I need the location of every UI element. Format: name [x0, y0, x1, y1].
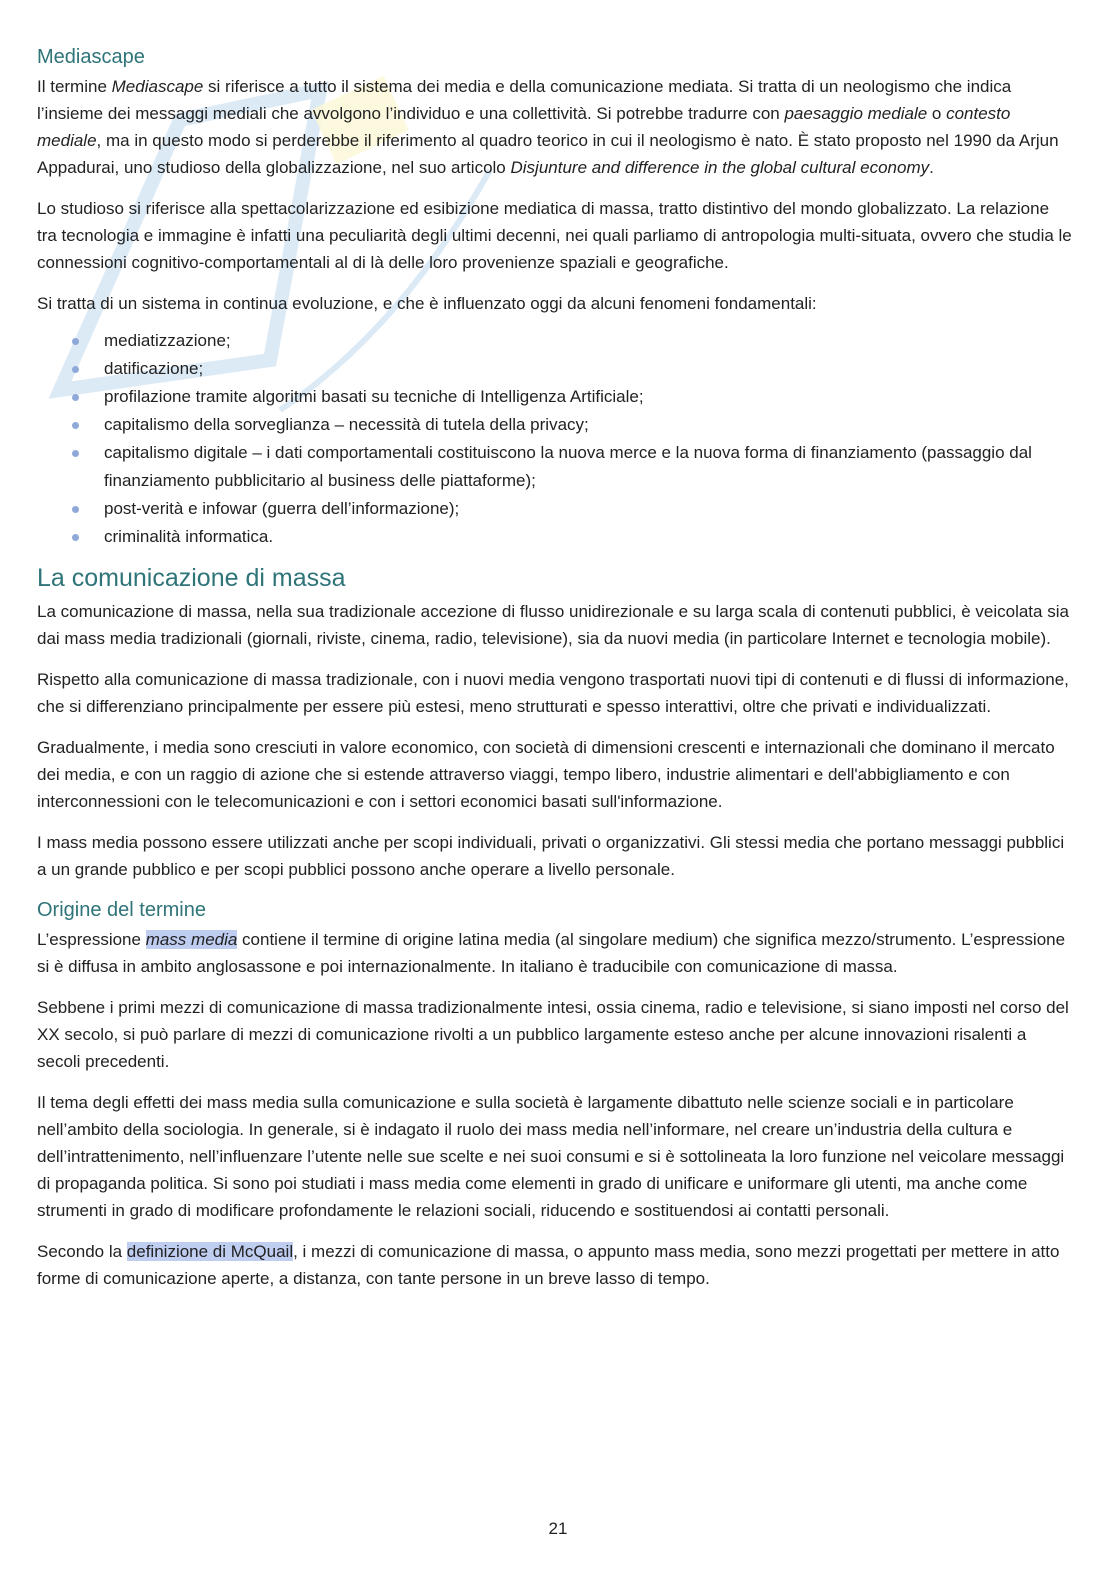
paragraph-massa-4: I mass media possono essere utilizzati anche per scopi individuali, privati o organizzativi. Gli stessi media che portano messaggi pubblici a un grande pubblico e per scopi pubblici possono anche operare a livello personale. [37, 833, 1065, 879]
paragraph-mediascape-3: Si tratta di un sistema in continua evoluzione, e che è influenzato oggi da alcuni fenomeni fondamentali: [37, 294, 817, 313]
highlighted-term-mcquail[interactable]: definizione di McQuail [126, 1242, 294, 1261]
paragraph-origine-4: Secondo la definizione di McQuail, i mezzi di comunicazione di massa, o appunto mass media, sono mezzi progettati per mettere in atto forme di comunicazione aperte, a distanza, con tante persone in un breve lasso di tempo. [37, 1242, 1060, 1288]
bullet-dot-icon [72, 338, 79, 345]
paragraph-mediascape-2: Lo studioso si riferisce alla spettacolarizzazione ed esibizione mediatica di massa, tratto distintivo del mondo globalizzato. La relazione tra tecnologia e immagine è infatti una peculiarità degli ultimi decenni, nei quali parliamo di antropologia multi-situata, ovvero che studia le connessioni cognitivo-comportamentali al di là delle loro provenienze spaziali e geografiche. [37, 199, 1072, 272]
bullet-dot-icon [72, 394, 79, 401]
bullet-dot-icon [72, 422, 79, 429]
section-heading-comunicazione-di-massa: La comunicazione di massa [37, 564, 346, 592]
list-item: mediatizzazione; [37, 327, 1073, 355]
paragraph-origine-2: Sebbene i primi mezzi di comunicazione di massa tradizionalmente intesi, ossia cinema, radio e televisione, si siano imposti nel corso del XX secolo, si può parlare di mezzi di comunicazione rivolti a un pubblico largamente esteso anche per alcune innovazioni risalenti a secoli precedenti. [37, 998, 1069, 1071]
paragraph-origine-3: Il tema degli effetti dei mass media sulla comunicazione e sulla società è largamente dibattuto nelle scienze sociali e in particolare nell’ambito della sociologia. In generale, si è indagato il ruolo dei mass media nell’informare, nel creare un’industria della cultura e dell’intrattenimento, nell’influenzare l’utente nelle sue scelte e nei suoi consumi e si è sottolineata la loro funzione nel veicolare messaggi di propaganda politica. Si sono poi studiati i mass media come elementi in grado di unificare e uniformare gli utenti, ma anche come strumenti in grado di modificare profondamente le relazioni sociali, riducendo e sostituendosi ai contatti personali. [37, 1093, 1065, 1220]
list-item: criminalità informatica. [37, 523, 1073, 551]
bullet-dot-icon [72, 506, 79, 513]
list-item: capitalismo della sorveglianza – necessità di tutela della privacy; [37, 411, 1073, 439]
section-heading-mediascape: Mediascape [37, 46, 145, 68]
paragraph-massa-1: La comunicazione di massa, nella sua tradizionale accezione di flusso unidirezionale e su larga scala di contenuti pubblici, è veicolata sia dai mass media tradizionali (giornali, riviste, cinema, radio, televisione), sia da nuovi media (in particolare Internet e tecnologia mobile). [37, 602, 1069, 648]
bullet-list-phenomena [37, 327, 1073, 551]
bullet-dot-icon [72, 534, 79, 541]
document-page [37, 44, 1073, 1306]
paragraph-massa-2: Rispetto alla comunicazione di massa tradizionale, con i nuovi media vengono trasportati nuovi tipi di contenuti e di flussi di informazione, che si differenziano principalmente per essere più estesi, meno strutturati e spesso interattivi, oltre che privati e individualizzati. [37, 670, 1069, 716]
highlighted-term-mass-media[interactable]: mass media [145, 930, 238, 949]
list-item: capitalismo digitale – i dati comportamentali costituiscono la nuova merce e la nuova forma di finanziamento (passaggio dal finanziamento pubblicitario al business delle piattaforme); [37, 439, 1073, 495]
paragraph-origine-1: L’espressione mass media contiene il termine di origine latina media (al singolare medium) che significa mezzo/strumento. L’espressione si è diffusa in ambito anglosassone e poi internazionalmente. In italiano è traducibile con comunicazione di massa. [37, 930, 1066, 976]
section-heading-origine-del-termine: Origine del termine [37, 899, 206, 921]
list-item: profilazione tramite algoritmi basati su tecniche di Intelligenza Artificiale; [37, 383, 1073, 411]
bullet-dot-icon [72, 450, 79, 457]
paragraph-massa-3: Gradualmente, i media sono cresciuti in valore economico, con società di dimensioni crescenti e internazionali che dominano il mercato dei media, e con un raggio di azione che si estende attraverso viaggi, tempo libero, industrie alimentari e dell'abbigliamento e con interconnessioni con le telecomunicazioni e con i settori economici basati sull'informazione. [37, 738, 1055, 811]
page-number: 21 [548, 1519, 568, 1538]
paragraph-mediascape-1: Il termine Mediascape si riferisce a tutto il sistema dei media e della comunicazione mediata. Si tratta di un neologismo che indica l’insieme dei messaggi mediali che avvolgono l’individuo e una collettività. Si potrebbe tradurre con paesaggio mediale o contesto mediale, ma in questo modo si perderebbe il riferimento al quadro teorico in cui il neologismo è nato. È stato proposto nel 1990 da Arjun Appadurai, uno studioso della globalizzazione, nel suo articolo Disjunture and difference in the global cultural economy. [37, 77, 1059, 177]
bullet-dot-icon [72, 366, 79, 373]
list-item: post-verità e infowar (guerra dell’informazione); [37, 495, 1073, 523]
list-item: datificazione; [37, 355, 1073, 383]
